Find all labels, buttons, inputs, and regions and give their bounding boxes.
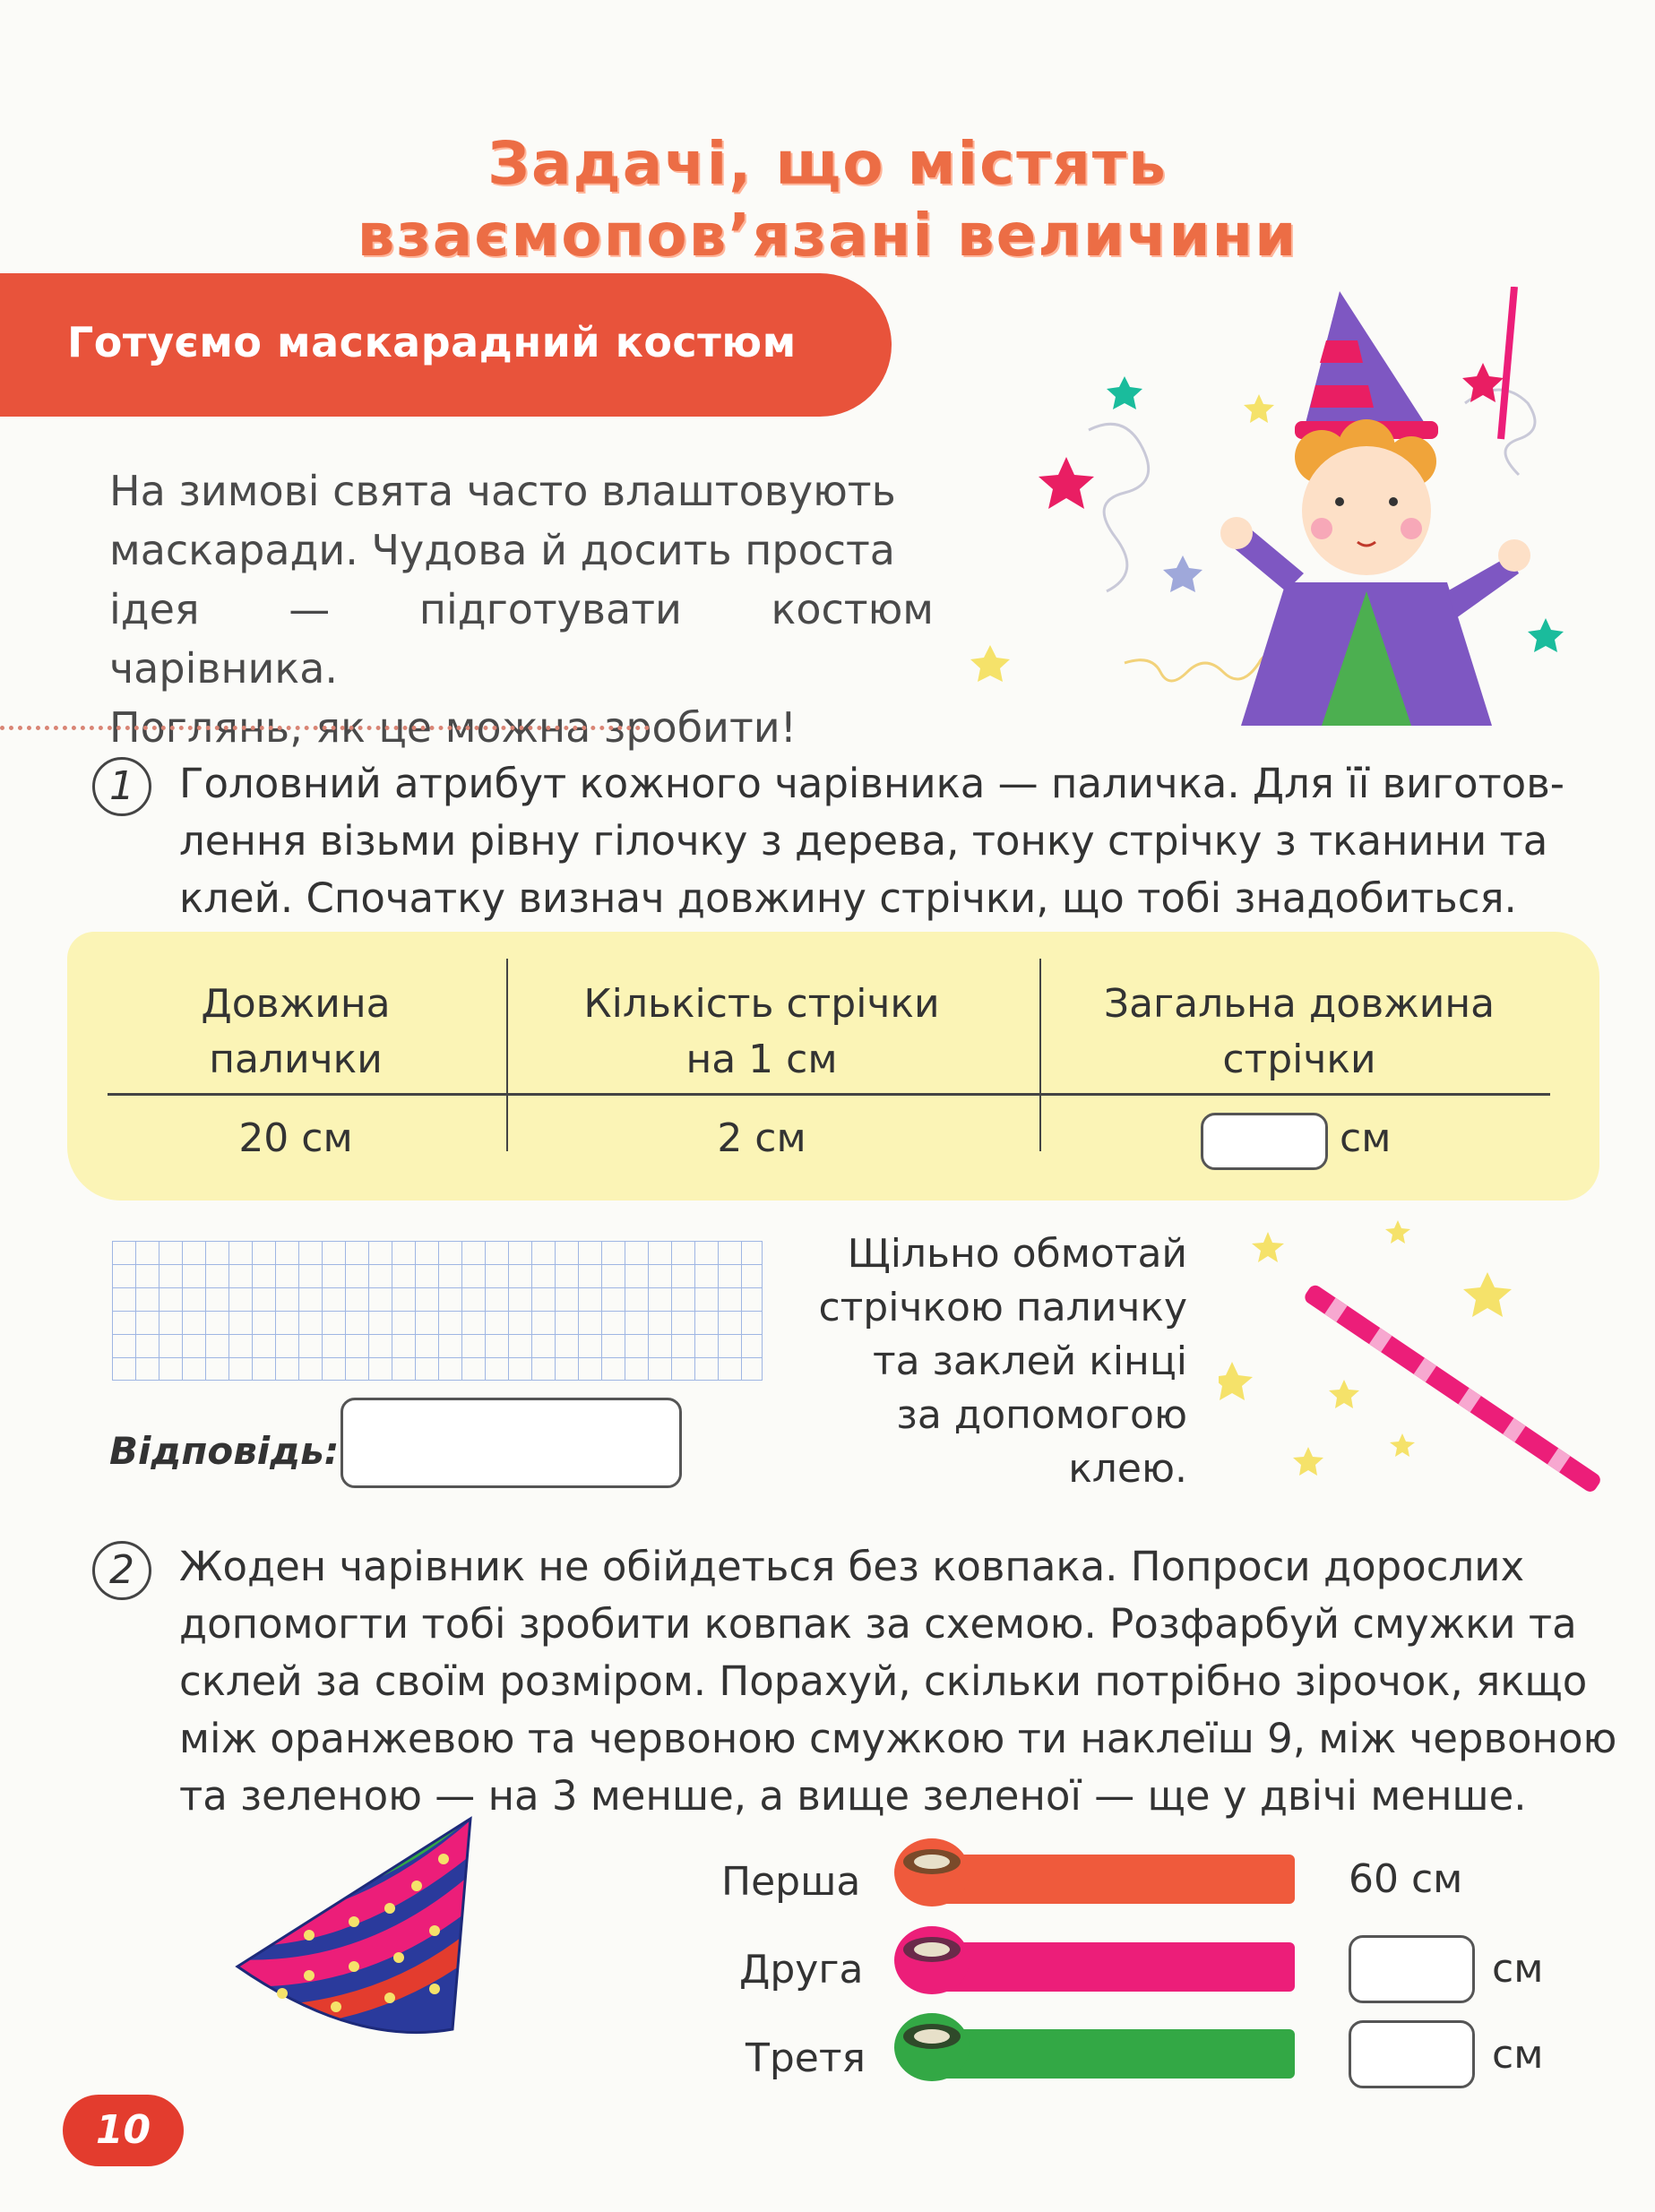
star-icon — [1252, 1232, 1284, 1262]
ribbon-first — [892, 1837, 1304, 1917]
table-header-line: палички — [209, 1037, 383, 1082]
task-2-line: склей за своїм розміром. Порахуй, скільки потрібно зірочок, якщо — [179, 1657, 1588, 1705]
table-header-total-length — [1057, 977, 1541, 1088]
ribbon-third-answer-box[interactable] — [1349, 2020, 1475, 2088]
answer-label: Відповідь: — [109, 1429, 340, 1473]
star-icon — [1039, 457, 1094, 509]
wand-icon — [1501, 287, 1514, 439]
table-header-line: на 1 см — [685, 1037, 838, 1082]
star-icon — [1219, 1362, 1253, 1400]
star-icon — [1390, 1433, 1415, 1457]
ribbon-second-unit: см — [1492, 1946, 1544, 1992]
table-header-ribbon-per-cm — [520, 977, 1004, 1088]
task-2-number: 2 — [92, 1541, 151, 1600]
ribbon-value-first: 60 см — [1349, 1856, 1463, 1902]
wrap-instruction-line: та заклей кінці — [872, 1338, 1187, 1384]
dotted-divider — [0, 726, 650, 730]
star-icon — [1293, 1447, 1323, 1476]
wrap-instruction-line: клею. — [1068, 1446, 1187, 1492]
answer-input-box[interactable] — [340, 1398, 682, 1488]
table-header-stick-length — [134, 977, 457, 1088]
intro-line: маскаради. Чудова й досить проста — [109, 526, 895, 574]
ribbon-third-unit: см — [1492, 2032, 1544, 2078]
wizard-face — [1302, 446, 1431, 575]
task-1-line: лення візьми рівну гілочку з дерева, тонку стрічку з тканини та — [179, 817, 1548, 865]
table-value-unit: см — [1340, 1115, 1392, 1161]
star-icon — [1528, 618, 1564, 652]
page-number: 10 — [63, 2095, 184, 2166]
task-1-text — [179, 755, 1564, 927]
star-icon — [1107, 376, 1142, 409]
task-2-line: Жоден чарівник не обійдеться без ковпака. Попроси дорослих — [179, 1543, 1525, 1590]
star-icon — [1385, 1220, 1410, 1244]
ribbon-label-first: Перша — [721, 1859, 861, 1905]
ribbon-second-answer-box[interactable] — [1349, 1935, 1475, 2003]
wizard-illustration — [963, 287, 1617, 726]
intro-line: ідея — підготувати костюм чарівника. — [109, 585, 934, 693]
task-2-line: допомогти тобі зробити ковпак за схемою. Розфарбуй смужки та — [179, 1600, 1577, 1648]
wrap-instruction — [789, 1227, 1187, 1496]
task-2-line: та зеленою — на 3 менше, а вище зеленої — ще у двічі менше. — [179, 1772, 1527, 1820]
intro-paragraph — [109, 461, 934, 757]
intro-line: Поглянь, як це можна зробити! — [109, 703, 797, 752]
task-1-line: Головний атрибут кожного чарівника — паличка. Для її виготов- — [179, 760, 1564, 807]
table-answer-box[interactable] — [1201, 1113, 1328, 1170]
star-icon — [1329, 1380, 1359, 1408]
star-icon — [1163, 555, 1202, 592]
squared-grid[interactable] — [112, 1241, 763, 1381]
table-header-line: Кількість стрічки — [583, 981, 940, 1027]
ribbon-third — [892, 2011, 1304, 2092]
task-1-number: 1 — [92, 757, 151, 816]
table-header-line: Загальна довжина — [1103, 981, 1496, 1027]
table-column-divider — [506, 959, 508, 1151]
wrap-instruction-line: Щільно обмотай — [847, 1231, 1187, 1277]
star-icon — [1244, 394, 1274, 423]
wrap-instruction-line: за допомогою — [896, 1392, 1187, 1438]
section-banner-label: Готуємо маскарадний костюм — [67, 318, 797, 366]
ribbon-second — [892, 1924, 1304, 2005]
page-title-line-2: взаємопов’язані величини — [357, 201, 1298, 270]
intro-line: На зимові свята часто влаштовують — [109, 467, 896, 515]
wand-illustration — [1219, 1209, 1631, 1496]
task-1-line: клей. Спочатку визнач довжину стрічки, що тобі знадобиться. — [179, 874, 1517, 922]
ribbon-label-third: Третя — [746, 2036, 866, 2081]
confetti-swirl — [1089, 424, 1149, 591]
table-value-ribbon-per-cm: 2 см — [717, 1115, 806, 1161]
table-header-line: стрічки — [1222, 1037, 1376, 1082]
star-icon — [1463, 1272, 1512, 1317]
hat-scheme-illustration — [228, 1814, 479, 2047]
table-header-divider — [108, 1093, 1550, 1096]
table-header-line: Довжина — [201, 981, 391, 1027]
table-value-stick-length: 20 см — [238, 1115, 353, 1161]
task-2-line: між оранжевою та червоною смужкою ти наклеїш 9, між червоною — [179, 1715, 1617, 1762]
star-icon — [970, 645, 1010, 682]
table-column-divider — [1039, 959, 1041, 1151]
page-title-line-1: Задачі, що містять — [487, 129, 1168, 198]
wrap-instruction-line: стрічкою паличку — [818, 1285, 1187, 1330]
ribbon-label-second: Друга — [739, 1947, 864, 1993]
star-icon — [1462, 363, 1504, 402]
task-2-text — [179, 1538, 1617, 1825]
